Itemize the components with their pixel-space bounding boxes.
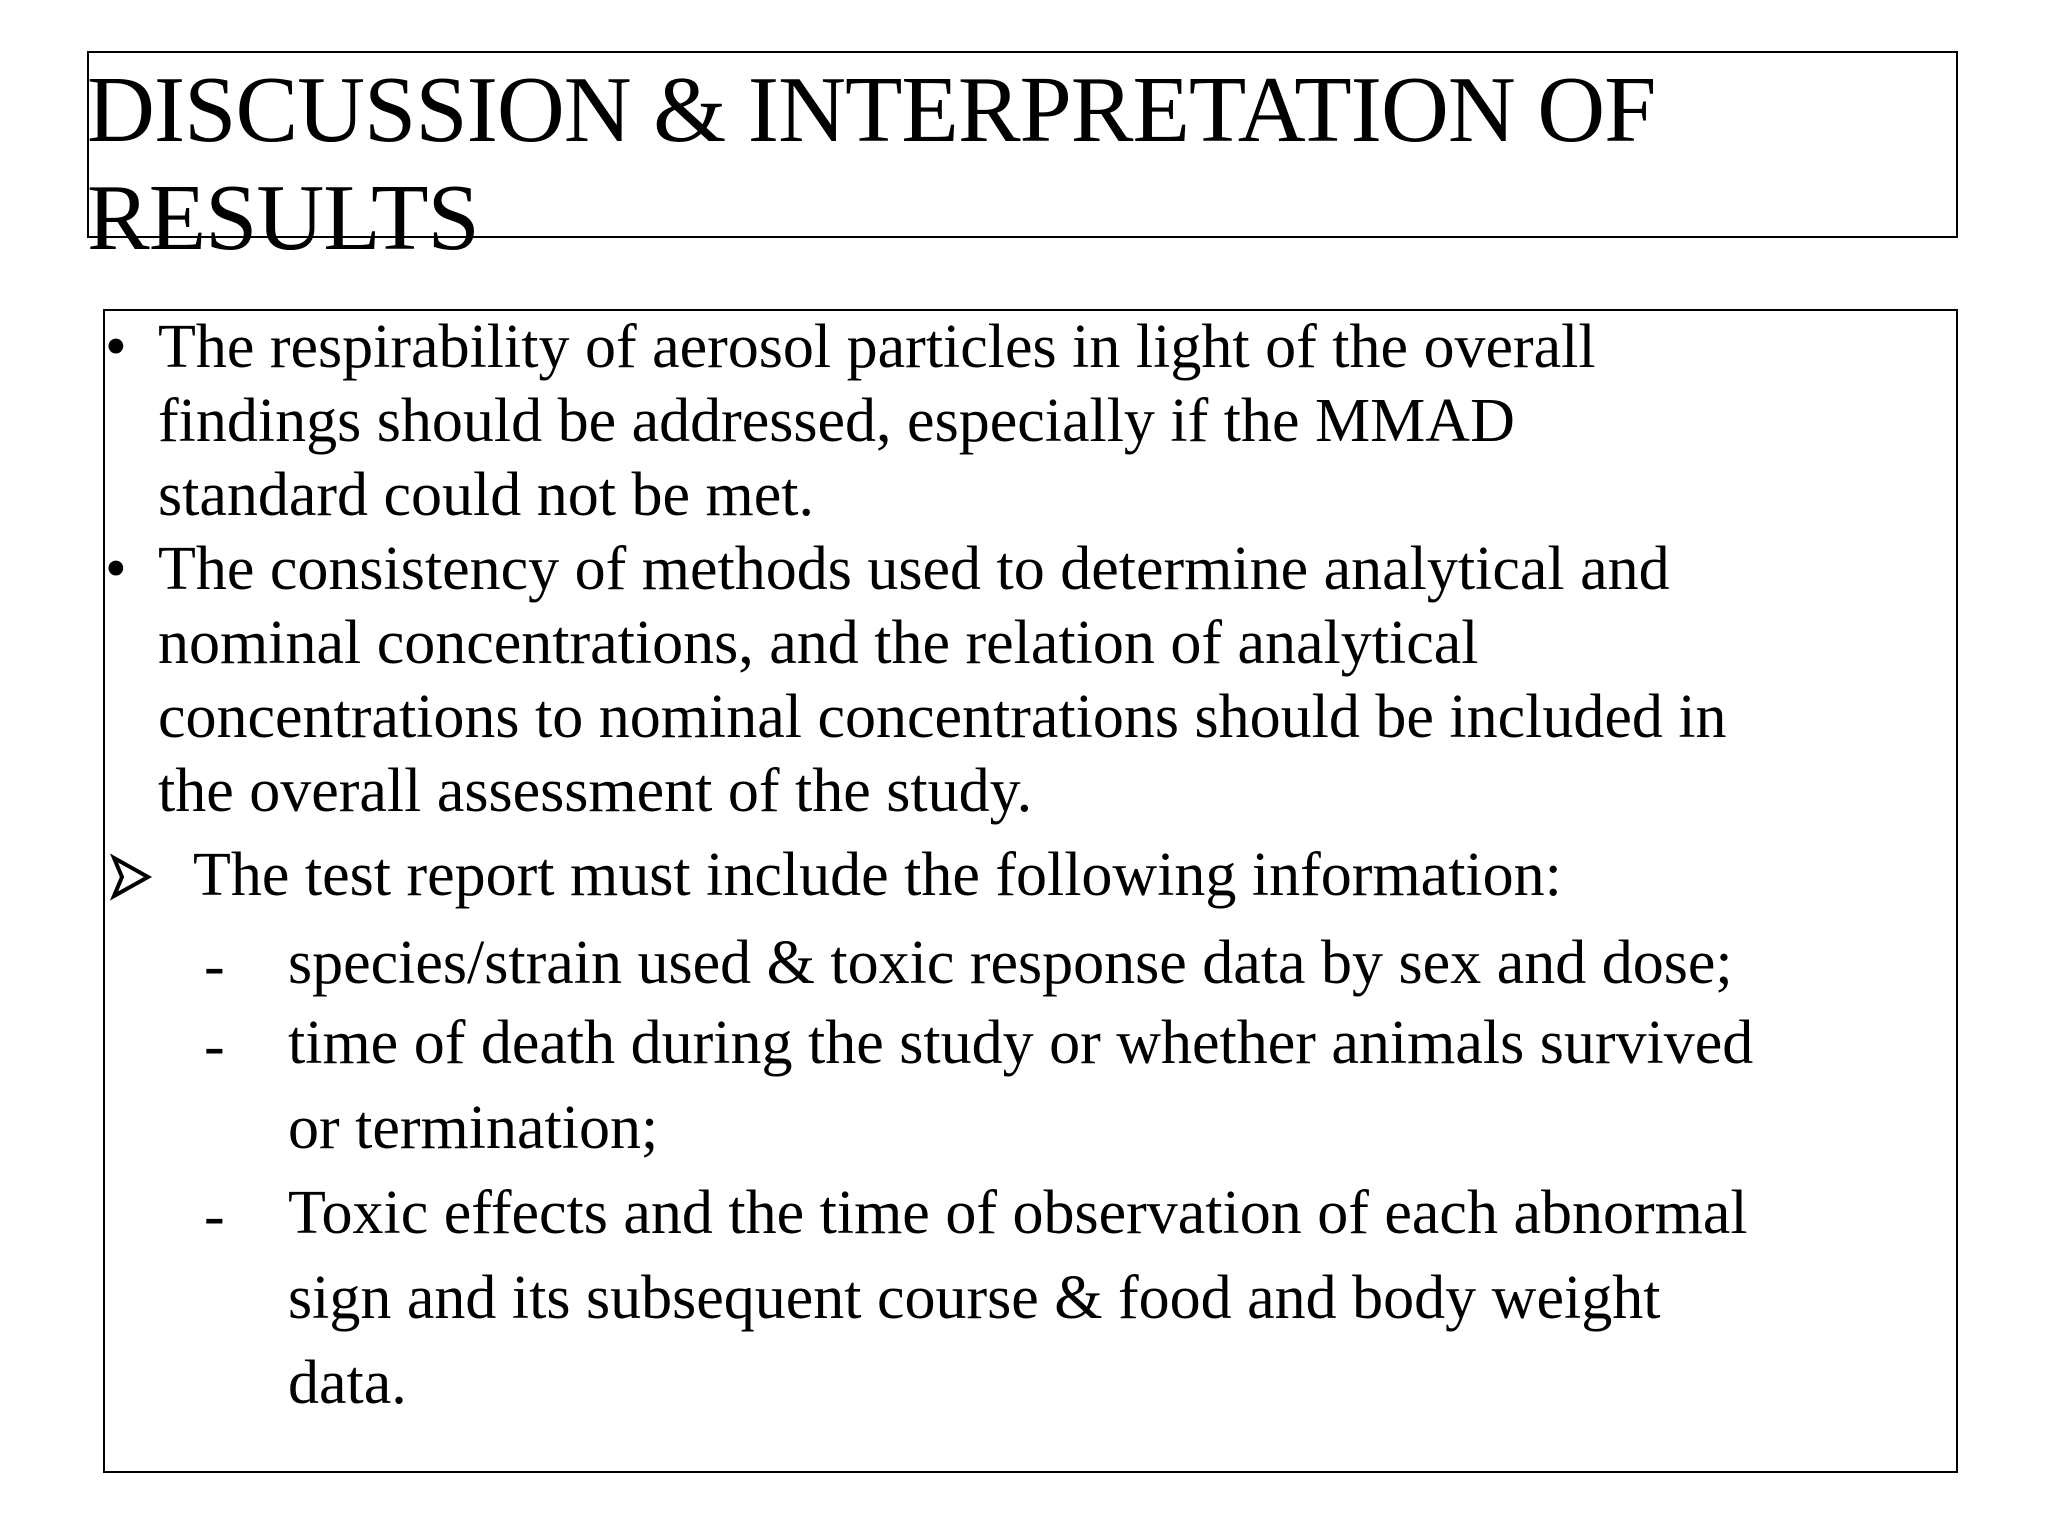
bullet-marker: • bbox=[105, 535, 127, 603]
bullet-line: nominal concentrations, and the relation of analytical bbox=[158, 609, 1479, 677]
dash-marker: - bbox=[204, 1012, 225, 1080]
report-item-toxic-effects bbox=[288, 1171, 1958, 1426]
bullet-line: The respirability of aerosol particles in light of the overall bbox=[158, 313, 1596, 381]
bullet-line: standard could not be met. bbox=[158, 461, 814, 529]
dash-marker: - bbox=[204, 932, 225, 1000]
bullet-line: The consistency of methods used to determine analytical and bbox=[158, 535, 1670, 603]
report-line: time of death during the study or whether animals survived bbox=[288, 1009, 1754, 1077]
bullet-item-respirability bbox=[158, 310, 1958, 532]
slide-title bbox=[87, 56, 1947, 272]
slide-title-line-1: DISCUSSION & INTERPRETATION OF bbox=[87, 58, 1656, 162]
report-intro: The test report must include the following information: bbox=[193, 841, 1562, 909]
report-line: data. bbox=[288, 1349, 407, 1417]
report-line: or termination; bbox=[288, 1094, 659, 1162]
slide-title-line-2: RESULTS bbox=[87, 166, 479, 270]
bullet-line: concentrations to nominal concentrations should be included in bbox=[158, 683, 1727, 751]
bullet-line: findings should be addressed, especially if the MMAD bbox=[158, 387, 1515, 455]
arrow-bullet-icon bbox=[108, 840, 156, 914]
report-line: species/strain used & toxic response data by sex and dose; bbox=[288, 929, 1733, 997]
bullet-marker: • bbox=[105, 313, 127, 381]
bullet-item-consistency bbox=[158, 532, 1958, 828]
bullet-line: the overall assessment of the study. bbox=[158, 757, 1033, 825]
report-line: Toxic effects and the time of observation of each abnormal bbox=[288, 1179, 1748, 1247]
dash-marker: - bbox=[204, 1182, 225, 1250]
report-line: sign and its subsequent course & food and body weight bbox=[288, 1264, 1661, 1332]
report-item-time-of-death bbox=[288, 1001, 1958, 1171]
report-item-species bbox=[288, 921, 1958, 1006]
